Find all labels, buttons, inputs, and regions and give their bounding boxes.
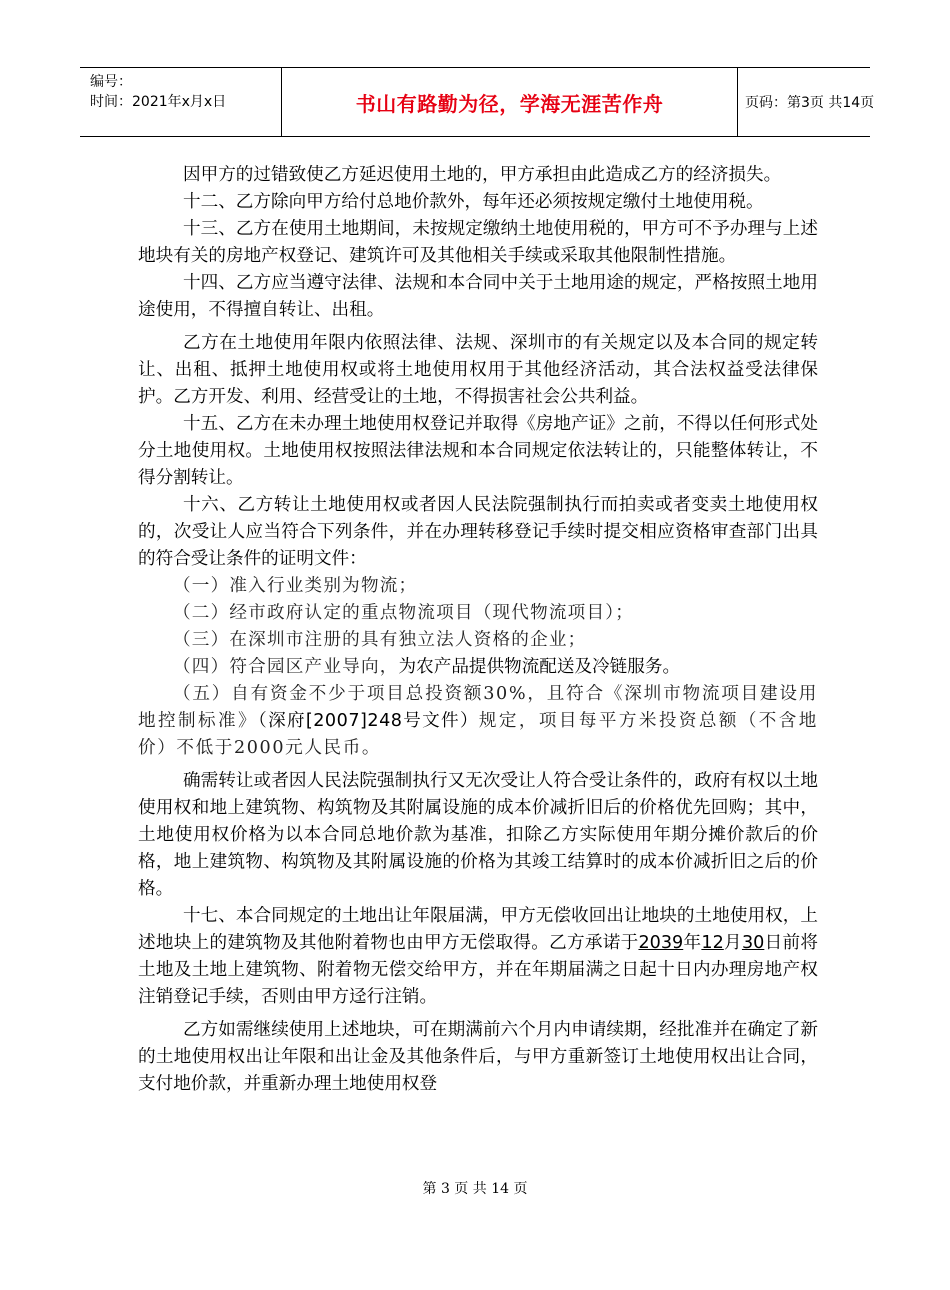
header-motto: 书山有路勤为径，学海无涯苦作舟 — [355, 91, 664, 116]
clause-17 — [138, 903, 818, 1011]
clause-17-text-end: 日前将土地及土地上建筑物、附着物无偿交给甲方，并在年期届满之日起十日内办理房地产权注销登记手续，否则由甲方迳行注销。 — [138, 933, 818, 1007]
paragraph: 乙方如需继续使用上述地块，可在期满前六个月内申请续期，经批准并在确定了新的土地使用权出让年限和出让金及其他条件后，与甲方重新签订土地使用权出让合同，支付地价款，并重新办理土地使用权登 — [138, 1020, 818, 1094]
paragraph: 确需转让或者因人民法院强制执行又无次受让人符合受让条件的，政府有权以土地使用权和地上建筑物、构筑物及其附属设施的成本价减折旧后的价格优先回购；其中，土地使用权价格为以本合同总地价款为基准，扣除乙方实际使用年期分摊价款后的价格，地上建筑物、构筑物及其附属设施的价格为其竣工结算时的成本价减折旧之后的价格。 — [138, 771, 818, 899]
condition-item: （三）在深圳市注册的具有独立法人资格的企业； — [173, 630, 587, 650]
document-body — [138, 162, 818, 1098]
header-page-code: 页码：第3页 共14页 — [745, 95, 875, 111]
month-unit: 月 — [723, 933, 742, 953]
condition-item — [138, 654, 818, 681]
condition-item: （二）经市政府认定的重点物流项目（现代物流项目）； — [173, 603, 635, 623]
clause-17-text: 十七、本合同规定的土地出让年限届满，甲方无偿收回出让地块的土地使用权，上述地块上的建筑物及其他附着物也由甲方无偿取得。乙方承诺于 — [138, 906, 818, 953]
condition-5-part-a: （五）自有资金不少于项目总投资额30%，且符合《深圳市物流项目建设用地控制标准》 — [138, 684, 818, 731]
header-page-cell — [737, 68, 875, 136]
condition-item-5 — [138, 681, 818, 762]
paragraph: 因甲方的过错致使乙方延迟使用土地的，甲方承担由此造成乙方的经济损失。 — [183, 165, 782, 185]
document-number-label: 编号： — [90, 74, 132, 90]
clause-12: 十二、乙方除向甲方给付总地价款外，每年还必须按规定缴付土地使用税。 — [183, 192, 764, 212]
condition-item: （一）准入行业类别为物流； — [173, 576, 418, 596]
year-unit: 年 — [683, 933, 702, 953]
clause-16: 十六、乙方转让土地使用权或者因人民法院强制执行而拍卖或者变卖土地使用权的，次受让人应当符合下列条件，并在办理转移登记手续时提交相应资格审查部门出具的符合受让条件的证明文件： — [138, 495, 818, 569]
condition-4-lead: （四）符合园区产业导向， — [173, 657, 399, 677]
page-header — [80, 67, 875, 137]
condition-4-rest: 为农产品提供物流配送及冷链服务。 — [398, 657, 681, 677]
condition-5-part-b: （深府[2007]248号文件） — [257, 711, 479, 731]
clause-15: 十五、乙方在未办理土地使用权登记并取得《房地产证》之前，不得以任何形式处分土地使用权。土地使用权按照法律法规和本合同规定依法转让的，只能整体转让，不得分割转让。 — [138, 414, 818, 488]
document-time-label: 时间：2021年x月x日 — [90, 94, 227, 110]
expiry-month: 12 — [701, 933, 724, 953]
header-motto-cell — [281, 68, 738, 136]
clause-13: 十三、乙方在使用土地期间，未按规定缴纳土地使用税的，甲方可不予办理与上述地块有关的房地产权登记、建筑许可及其他相关手续或采取其他限制性措施。 — [138, 219, 818, 266]
expiry-day: 30 — [741, 933, 765, 953]
clause-14: 十四、乙方应当遵守法律、法规和本合同中关于土地用途的规定，严格按照土地用途使用，不得擅自转让、出租。 — [138, 273, 818, 320]
expiry-year: 2039 — [638, 933, 684, 953]
page-footer: 第 3 页 共 14 页 — [422, 1181, 528, 1197]
paragraph: 乙方在土地使用年限内依照法律、法规、深圳市的有关规定以及本合同的规定转让、出租、抵押土地使用权或将土地使用权用于其他经济活动，其合法权益受法律保护。乙方开发、利用、经营受让的土地，不得损害社会公共利益。 — [138, 333, 818, 407]
header-meta — [80, 68, 281, 136]
condition-5-part-c: 规定，项目每平方米投资总额（不含地价）不低于2000元人民币。 — [138, 711, 818, 758]
